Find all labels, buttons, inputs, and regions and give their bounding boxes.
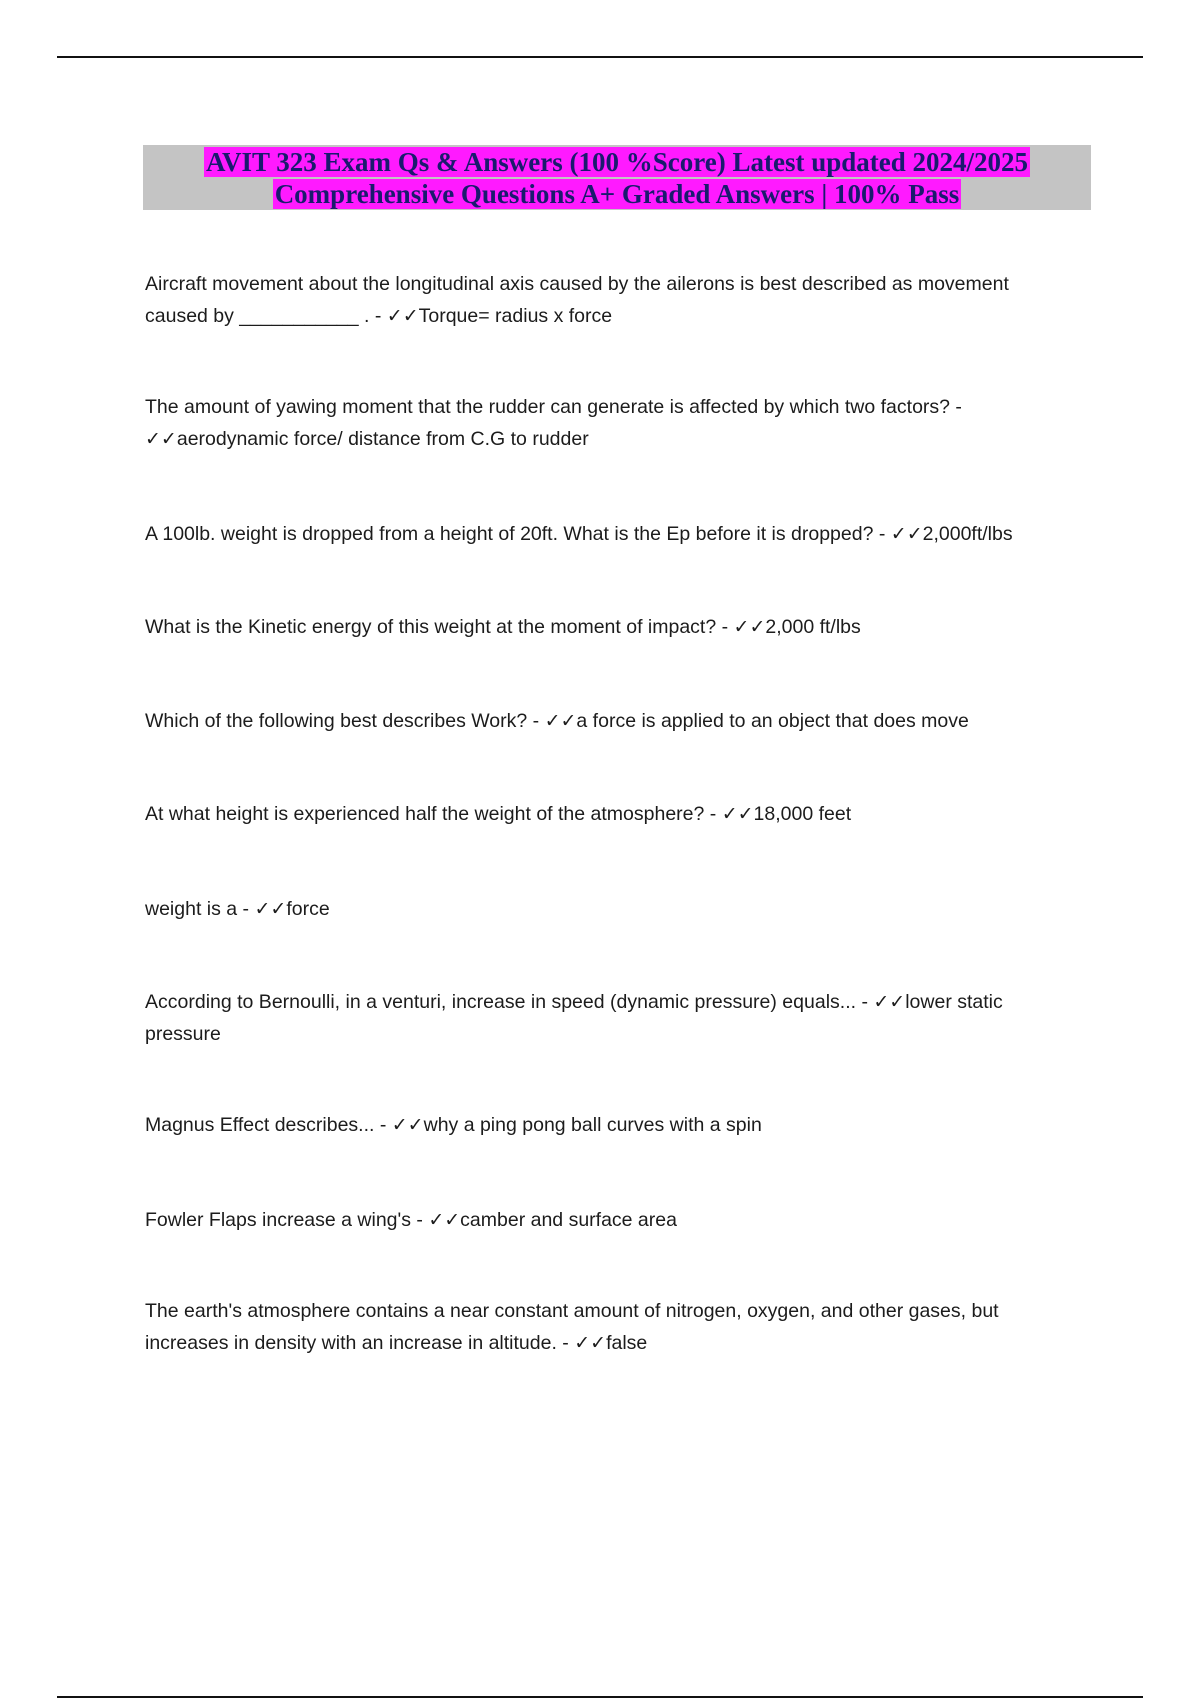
double-check-icon: ✓✓ xyxy=(733,616,766,638)
answer-text: why a ping pong ball curves with a spin xyxy=(423,1114,762,1136)
qa-item xyxy=(145,1204,1075,1236)
double-check-icon: ✓✓ xyxy=(386,305,419,327)
question-text: Which of the following best describes Work? - xyxy=(145,710,540,732)
answer-text: 2,000 ft/lbs xyxy=(765,616,861,638)
question-text: Aircraft movement about the longitudinal axis caused by the ailerons is best described as movement caused by ___________ . - xyxy=(145,273,1009,327)
double-check-icon: ✓✓ xyxy=(544,710,577,732)
qa-item xyxy=(145,1109,1075,1141)
qa-item xyxy=(145,611,1075,643)
double-check-icon: ✓✓ xyxy=(391,1114,424,1136)
question-text: Fowler Flaps increase a wing's - xyxy=(145,1209,423,1231)
qa-item xyxy=(145,986,1075,1050)
question-text: What is the Kinetic energy of this weight at the moment of impact? - xyxy=(145,616,729,638)
answer-text: false xyxy=(606,1332,648,1354)
qa-item xyxy=(145,893,1075,925)
double-check-icon: ✓✓ xyxy=(873,991,906,1013)
header-rule xyxy=(57,56,1143,58)
document-title-band xyxy=(143,145,1091,210)
qa-item xyxy=(145,268,1075,332)
qa-item xyxy=(145,391,1075,455)
answer-text: camber and surface area xyxy=(460,1209,677,1231)
question-text: According to Bernoulli, in a venturi, increase in speed (dynamic pressure) equals... - xyxy=(145,991,868,1013)
answer-text: 18,000 feet xyxy=(753,803,852,825)
answer-text: force xyxy=(286,898,330,920)
qa-item xyxy=(145,518,1075,550)
footer-rule xyxy=(57,1696,1143,1698)
question-text: A 100lb. weight is dropped from a height of 20ft. What is the Ep before it is dropped? - xyxy=(145,523,886,545)
answer-text: lower static pressure xyxy=(145,991,1003,1045)
answer-text: Torque= radius x force xyxy=(418,305,613,327)
qa-item xyxy=(145,798,1075,830)
question-text: The amount of yawing moment that the rudder can generate is affected by which two factors? - xyxy=(145,396,962,418)
double-check-icon: ✓✓ xyxy=(428,1209,461,1231)
question-text: Magnus Effect describes... - xyxy=(145,1114,387,1136)
qa-item xyxy=(145,1295,1075,1359)
double-check-icon: ✓✓ xyxy=(890,523,923,545)
question-text: weight is a - xyxy=(145,898,250,920)
double-check-icon: ✓✓ xyxy=(721,803,754,825)
double-check-icon: ✓✓ xyxy=(254,898,287,920)
qa-item xyxy=(145,705,1075,737)
double-check-icon: ✓✓ xyxy=(574,1332,607,1354)
answer-text: a force is applied to an object that does move xyxy=(576,710,969,732)
document-title-line-2: Comprehensive Questions A+ Graded Answers | 100% Pass xyxy=(274,178,960,209)
question-text: The earth's atmosphere contains a near constant amount of nitrogen, oxygen, and other gases, but increases in density with an increase in altitude. - xyxy=(145,1300,999,1354)
answer-text: aerodynamic force/ distance from C.G to rudder xyxy=(176,428,589,450)
answer-text: 2,000ft/lbs xyxy=(922,523,1013,545)
double-check-icon: ✓✓ xyxy=(145,428,177,450)
question-text: At what height is experienced half the weight of the atmosphere? - xyxy=(145,803,717,825)
document-title-line-1: AVIT 323 Exam Qs & Answers (100 %Score) Latest updated 2024/2025 xyxy=(205,146,1029,177)
